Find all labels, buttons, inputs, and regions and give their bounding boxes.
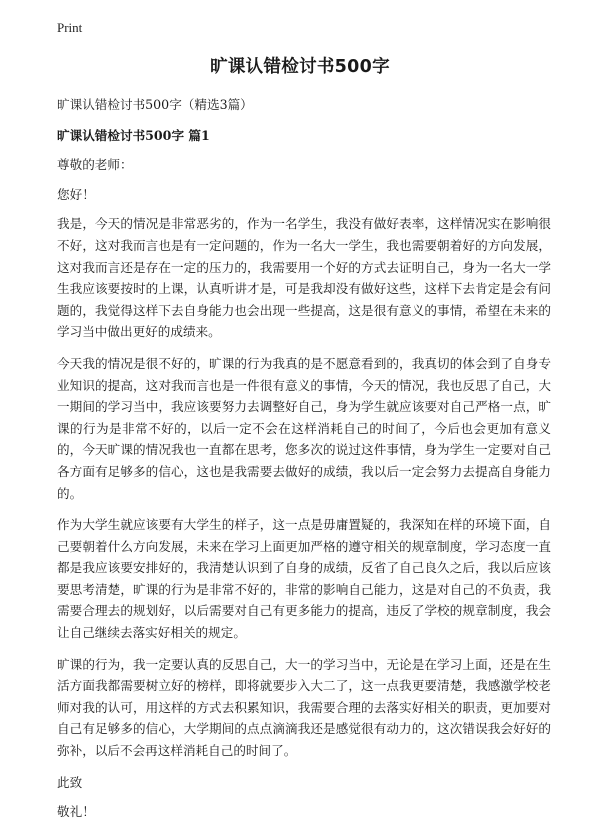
- document-subtitle: 旷课认错检讨书500字（精选3篇）: [57, 97, 253, 112]
- print-link[interactable]: Print: [57, 20, 83, 35]
- greeting: 您好！: [57, 186, 95, 202]
- body-paragraph: 我是，今天的情况是非常恶劣的，作为一名学生，我没有做好表率，这样情况实在影响很不好，这对我而言也是有一定问题的，作为一名大一学生，我也需要朝着好的方向发展，这对我而言还是存在一定的压力的，我需要用一个好的方式去证明自己，身为一名大一学生我应该要按时的上课，认真听讲才是，可是我却没有做好这些，这样下去肯定是会有问题的，我觉得这样下去自身能力也会出现一些提高，这是很有意义的事情，希望在未来的学习当中做出更好的成绩来。: [57, 216, 551, 340]
- section-heading: 旷课认错检讨书500字 篇1: [57, 127, 210, 143]
- body-paragraph: 作为大学生就应该要有大学生的样子，这一点是毋庸置疑的，我深知在样的环境下面，自己要朝着什么方向发展，未来在学习上面更加严格的遵守相关的规章制度，学习态度一直都是我应该要安排好的，我清楚认识到了自身的成绩，反省了自己良久之后，我以后应该要思考清楚，旷课的行为是非常不好的，非常的影响自己能力，这是对自己的不负责，我需要合理去的规划好，以后需要对自己有更多能力的提高，违反了学校的规章制度，我会让自己继续去落实好相关的规定。: [57, 517, 551, 641]
- body-paragraph: 旷课的行为，我一定要认真的反思自己，大一的学习当中，无论是在学习上面，还是在生活方面我都需要树立好的榜样，即将就要步入大二了，这一点我更要清楚，我感激学校老师对我的认可，用这样的方式去积累知识，我需要合理的去落实好相关的职责，更加要对自己有足够多的信心，大学期间的点点滴滴我还是感觉很有动力的，这次错误我会好好的弥补，以后不会再这样消耗自己的时间了。: [57, 656, 551, 759]
- salutation: 尊敬的老师：: [57, 157, 133, 173]
- signoff-line: 敬礼！: [57, 804, 95, 820]
- document-title: 旷课认错检讨书500字: [210, 57, 390, 77]
- closing-line: 此致: [57, 774, 83, 790]
- document-body: [57, 94, 551, 823]
- body-paragraph: 今天我的情况是很不好的，旷课的行为我真的是不愿意看到的，我真切的体会到了自身专业知识的提高，这对我而言也是一件很有意义的事情，今天的情况，我也反思了自己，大一期间的学习当中，我应该要努力去调整好自己，身为学生就应该要对自己严格一点，旷课的行为是非常不好的，以后一定不会在这样消耗自己的时间了，今后也会更加有意义的，今天旷课的情况我也一直都在思考，您多次的说过这件事情，身为学生一定要对自己各方面有足够多的信心，这也是我需要去做好的成绩，我以后一定会努力去提高自身能力的。: [57, 355, 551, 501]
